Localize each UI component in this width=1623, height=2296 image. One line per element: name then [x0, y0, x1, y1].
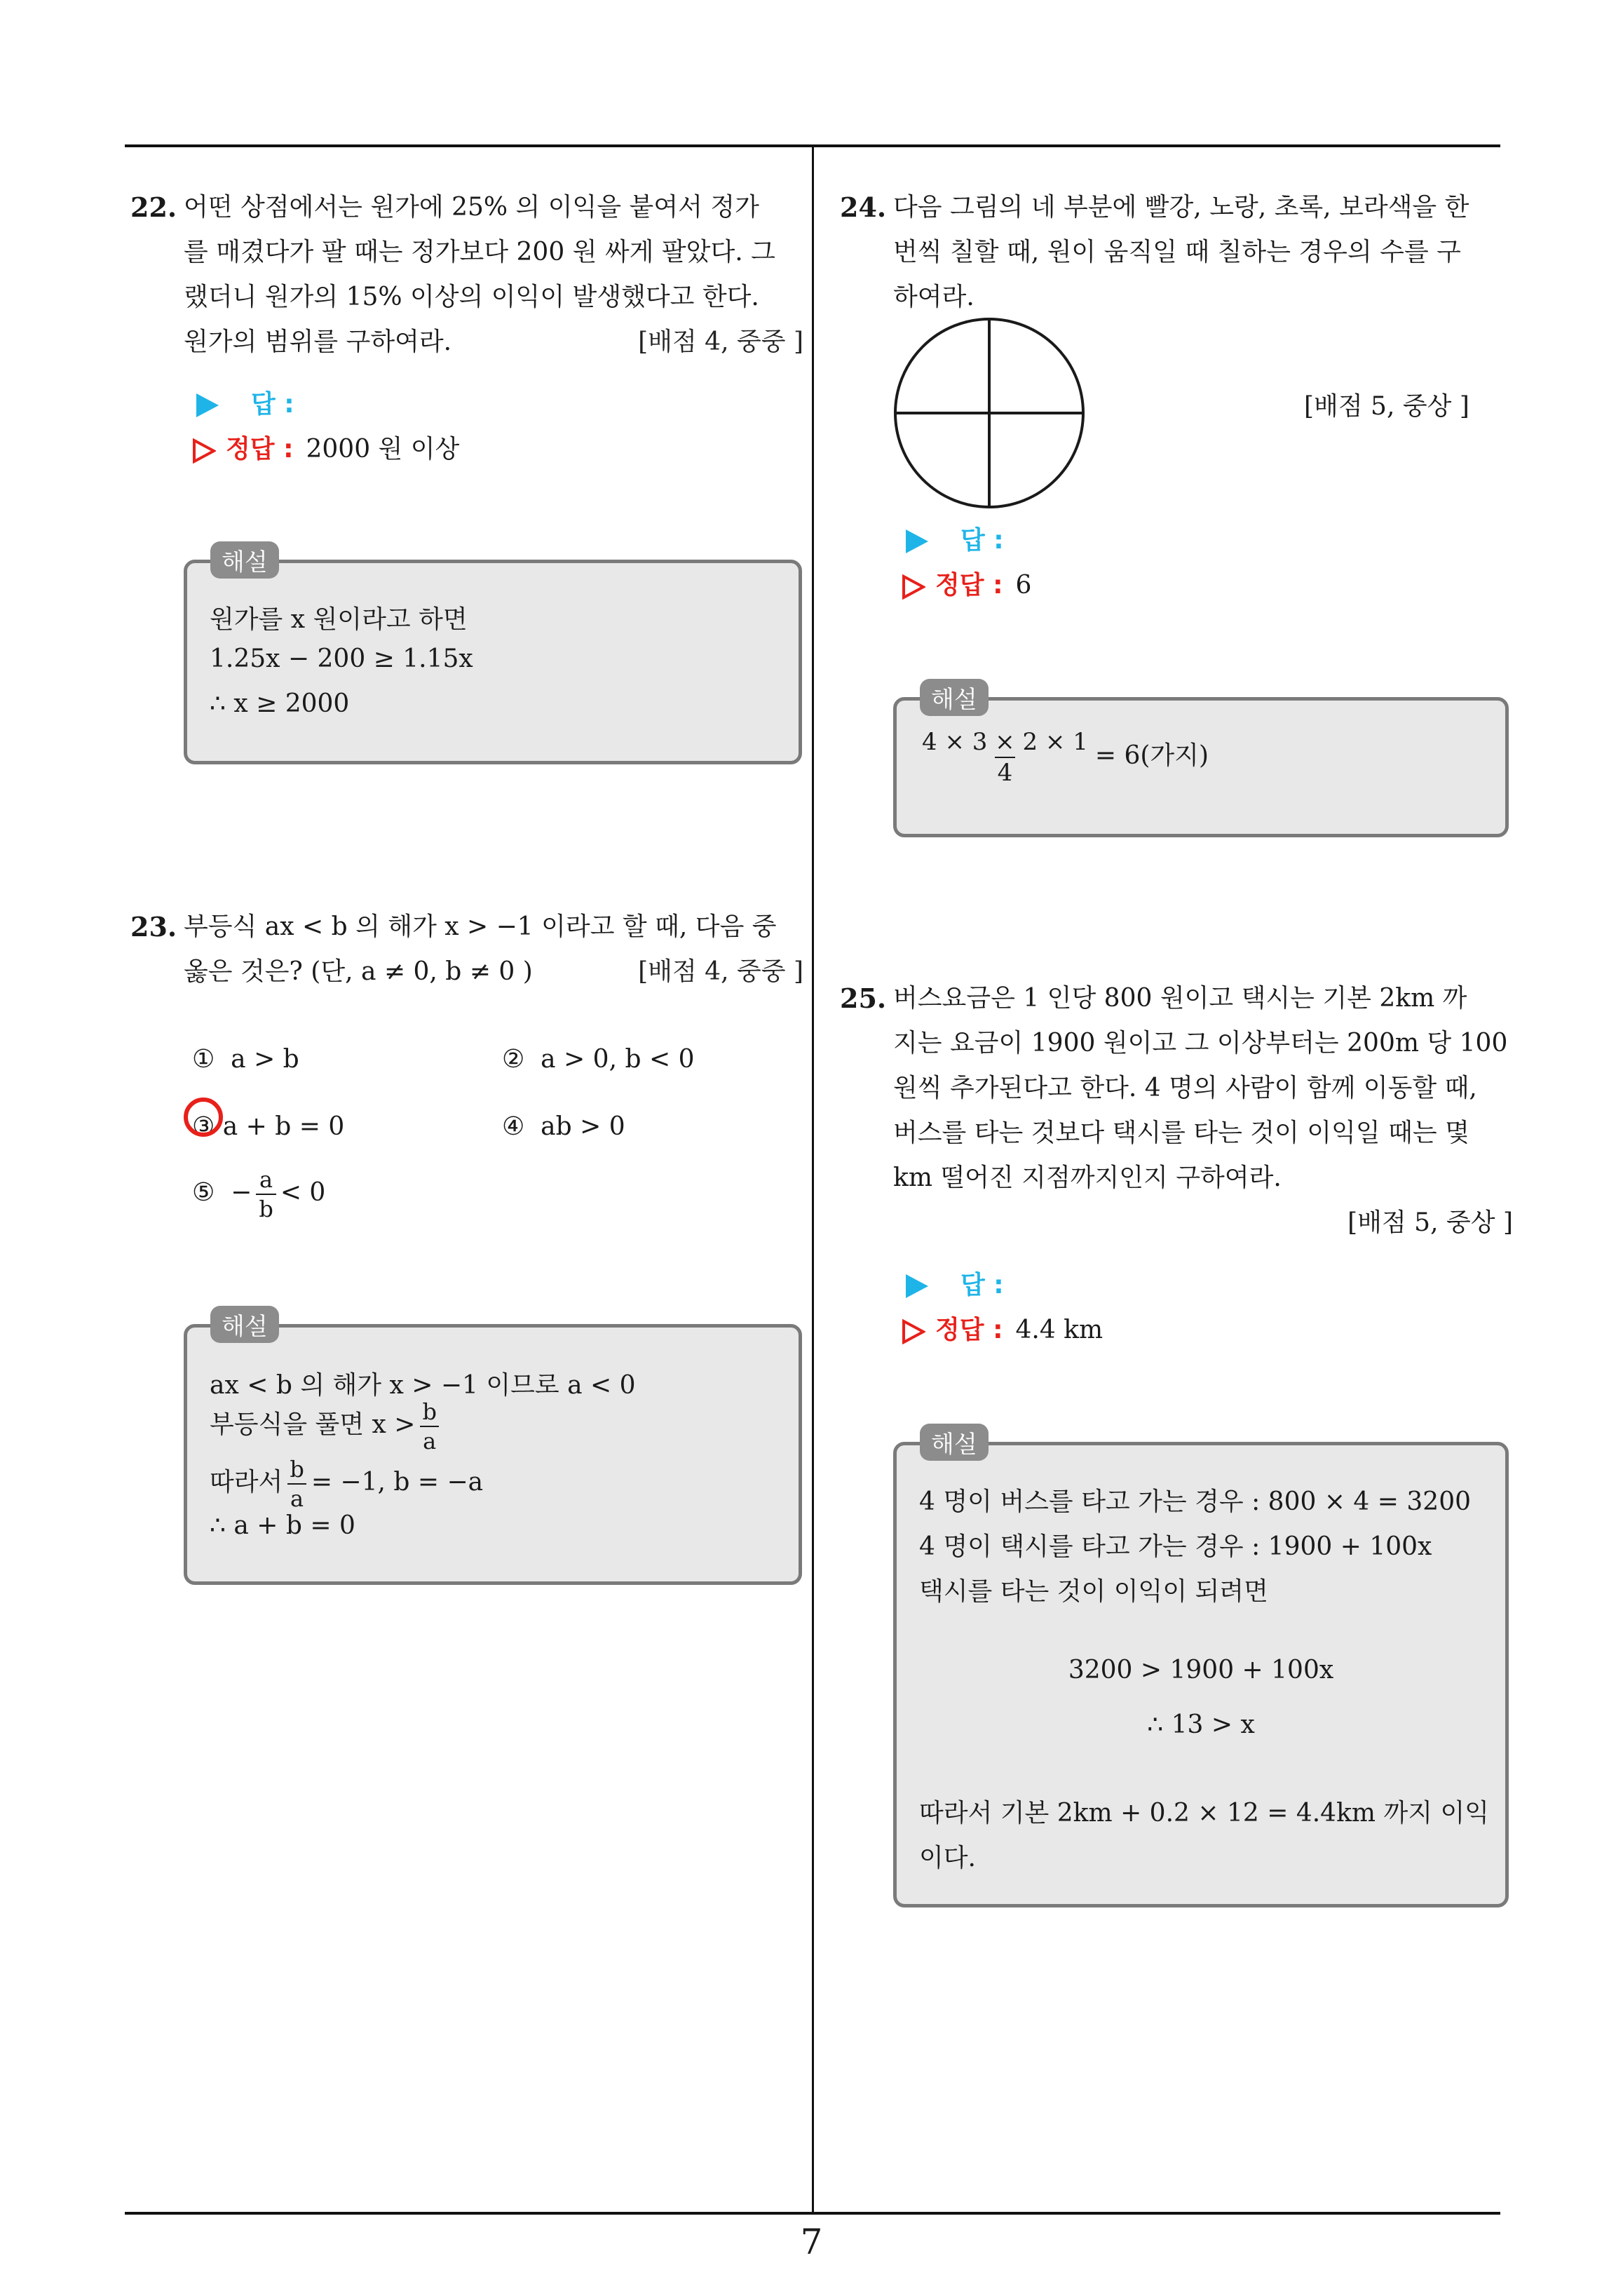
question-line: 원가의 범위를 구하여라. [배점 4, 중중 ] [184, 320, 803, 365]
play-triangle-icon [906, 529, 928, 553]
option-text: a + b = 0 [222, 1112, 345, 1141]
question-23 [130, 905, 803, 994]
question-line: 하여라. [893, 283, 975, 311]
correct-value: 6 [1015, 571, 1032, 600]
correct-answer-row [902, 565, 1031, 601]
option-text: a > 0, b < 0 [541, 1045, 695, 1074]
answer-row [906, 1265, 1004, 1301]
outline-triangle-icon [902, 574, 925, 600]
question-text [184, 185, 803, 365]
correct-value: 2000 원 이상 [306, 435, 460, 464]
option-2[interactable] [502, 1045, 694, 1074]
question-line: 옳은 것은? (단, a ≠ 0, b ≠ 0 ) [배점 4, 중중 ] [184, 950, 803, 994]
explanation-line: ∴ a + b = 0 [210, 1511, 355, 1540]
answer-label: 답 : [251, 390, 294, 419]
quartered-circle-figure [890, 314, 1088, 512]
explanation-equation: 3200 > 1900 + 100x [1068, 1656, 1334, 1684]
score-label: [배점 5, 중상 ] [1347, 1208, 1513, 1237]
option-text: ab > 0 [541, 1112, 625, 1141]
question-line: km 떨어진 지점까지인지 구하여라. [893, 1163, 1282, 1192]
option-mark: ⑤ [192, 1178, 215, 1207]
question-line: 원씩 추가된다고 한다. 4 명의 사람이 함께 이동할 때, [893, 1074, 1477, 1102]
question-number: 22. [130, 191, 177, 223]
option-mark: ③ [192, 1112, 215, 1141]
question-line: 버스를 타는 것보다 택시를 타는 것이 이익일 때는 몇 [893, 1119, 1469, 1147]
option-5[interactable] [192, 1168, 325, 1220]
play-triangle-icon [196, 393, 219, 417]
explanation-tag: 해설 [920, 1424, 989, 1461]
explanation-line: 따라서 $\frac{b}{a}$ = −1, b = −a [210, 1456, 484, 1512]
bottom-rule [125, 2212, 1500, 2215]
column-divider [812, 144, 814, 2215]
question-line: 어떤 상점에서는 원가에 25% 의 이익을 붙여서 정가 [184, 193, 759, 222]
explanation-line: 4 명이 버스를 타고 가는 경우 : 800 × 4 = 3200 [919, 1487, 1472, 1516]
score-label: [배점 4, 중중 ] [638, 327, 803, 356]
question-text [184, 905, 803, 994]
question-line: 다음 그림의 네 부분에 빨강, 노랑, 초록, 보라색을 한 [893, 193, 1469, 222]
correct-label: 정답 : [935, 571, 1003, 600]
explanation-box [184, 1324, 802, 1585]
option-mark: ④ [502, 1112, 525, 1141]
explanation-line: 부등식을 풀면 x > $\frac{b}{a}$ [210, 1400, 444, 1452]
option-4[interactable] [502, 1112, 625, 1141]
explanation-line: 택시를 타는 것이 이익이 되려면 [919, 1577, 1268, 1606]
answer-label: 답 : [960, 526, 1004, 555]
question-22 [130, 185, 803, 365]
explanation-tag: 해설 [210, 1306, 279, 1343]
correct-answer-row [192, 429, 459, 465]
question-line: 를 매겼다가 팔 때는 정가보다 200 원 싸게 팔았다. 그 [184, 238, 775, 266]
explanation-line: 원가를 x 원이라고 하면 [210, 605, 468, 634]
question-number: 23. [130, 911, 177, 943]
fraction: $\frac{a}{b}$ [256, 1168, 276, 1220]
page-number: 7 [800, 2222, 823, 2262]
question-number: 25. [840, 982, 887, 1014]
question-line: 지는 요금이 1900 원이고 그 이상부터는 200m 당 100 [893, 1029, 1508, 1058]
explanation-line: 4 명이 택시를 타고 가는 경우 : 1900 + 100x [919, 1532, 1432, 1561]
outline-triangle-icon [902, 1319, 925, 1344]
question-line: 랬더니 원가의 15% 이상의 이익이 발생했다고 한다. [184, 283, 759, 311]
correct-label: 정답 : [935, 1316, 1003, 1344]
question-25 [840, 976, 1513, 1245]
question-text [893, 976, 1513, 1245]
explanation-line: 따라서 기본 2km + 0.2 × 12 = 4.4km 까지 이익 [919, 1799, 1490, 1828]
option-mark: ② [502, 1045, 525, 1074]
option-text-suffix: < 0 [280, 1178, 326, 1207]
score-label: [배점 5, 중상 ] [1304, 392, 1469, 421]
score-label: [배점 4, 중중 ] [638, 957, 803, 986]
explanation-line: ∴ x ≥ 2000 [210, 689, 350, 718]
answer-label: 답 : [960, 1271, 1004, 1299]
explanation-box [184, 560, 802, 764]
option-text-prefix: − [231, 1178, 252, 1207]
question-text [893, 185, 1517, 320]
option-1[interactable] [192, 1045, 299, 1074]
explanation-box [893, 1442, 1509, 1907]
answer-row [906, 520, 1004, 556]
explanation-equation: ∴ 13 > x [1147, 1710, 1255, 1739]
question-24 [840, 185, 1517, 320]
answer-row [196, 384, 294, 420]
explanation-box [893, 697, 1509, 837]
question-line: 부등식 ax < b 의 해가 x > −1 이라고 할 때, 다음 중 [184, 912, 777, 941]
option-text: a > b [231, 1045, 299, 1074]
explanation-line: $\frac{4 \times 3 \times 2 \times 1}{4}$ = 6(가지) [922, 728, 1209, 787]
correct-value: 4.4 km [1015, 1316, 1103, 1344]
explanation-tag: 해설 [920, 679, 989, 716]
selected-answer-circle [184, 1098, 223, 1137]
correct-answer-row [902, 1310, 1103, 1346]
explanation-line: ax < b 의 해가 x > −1 이므로 a < 0 [210, 1371, 636, 1400]
question-number: 24. [840, 191, 887, 223]
explanation-line: 1.25x − 200 ≥ 1.15x [210, 644, 473, 673]
explanation-line: 이다. [919, 1844, 976, 1872]
option-mark: ① [192, 1045, 215, 1074]
correct-label: 정답 : [226, 435, 294, 464]
play-triangle-icon [906, 1274, 928, 1298]
outline-triangle-icon [192, 438, 216, 464]
question-line: 번씩 칠할 때, 원이 움직일 때 칠하는 경우의 수를 구 [893, 238, 1461, 266]
question-line: 버스요금은 1 인당 800 원이고 택시는 기본 2km 까 [893, 984, 1467, 1013]
explanation-tag: 해설 [210, 541, 279, 579]
